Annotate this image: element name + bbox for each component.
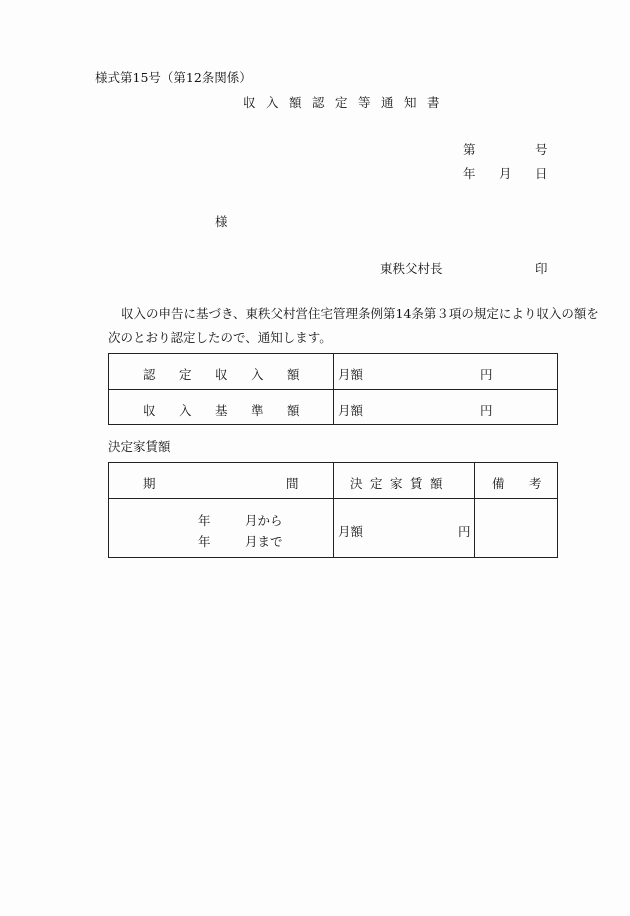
period-header-end: 間 [286,476,299,491]
date-year: 年 [463,166,476,181]
remarks-cell [475,499,558,558]
income-label-cell [109,354,334,390]
table-header-row [109,463,558,499]
income-label-char: 認 [143,367,156,382]
body-text-line2: 次のとおり認定したので、通知します。 [108,330,332,345]
doc-number-dai: 第 [463,142,476,157]
to-month: 月まで [245,534,283,549]
rent-header [334,463,475,499]
body-text-line1: 収入の申告に基づき、東秩父村営住宅管理条例第14条第３項の規定により収入の額を [121,306,599,321]
table-row [109,354,558,390]
doc-number-go: 号 [535,142,548,157]
rent-table [108,462,558,558]
form-number: 様式第15号（第12条関係） [95,70,252,85]
income-value-cell [334,354,558,390]
monthly-label: 月額 [338,403,364,418]
income-label-char: 額 [287,403,300,418]
period-header-start: 期 [143,476,156,491]
income-label-char: 収 [215,367,228,382]
date-day: 日 [535,166,548,181]
monthly-label: 月額 [338,524,364,539]
yen-unit: 円 [480,367,493,382]
table-row [109,390,558,425]
period-cell [109,499,334,558]
income-label-char: 収 [143,403,156,418]
issuer-seal: 印 [535,261,548,276]
date-month: 月 [499,166,512,181]
rent-value-cell [334,499,475,558]
income-label-char: 定 [179,367,192,382]
income-label-char: 額 [287,367,300,382]
to-year: 年 [198,534,211,549]
issuer-name: 東秩父村長 [380,261,443,276]
remarks-header [475,463,558,499]
income-label-char: 基 [215,403,228,418]
income-table [108,353,558,425]
income-label-cell [109,390,334,425]
remarks-header-start: 備 [492,476,505,491]
table-row [109,499,558,558]
addressee-suffix: 様 [215,214,228,229]
yen-unit: 円 [458,524,471,539]
income-label-char: 入 [251,367,264,382]
rent-heading: 決定家賃額 [108,439,171,454]
from-month: 月から [245,513,283,528]
income-value-cell [334,390,558,425]
from-year: 年 [198,513,211,528]
monthly-label: 月額 [338,367,364,382]
income-label-char: 準 [251,403,264,418]
remarks-header-end: 考 [529,476,542,491]
yen-unit: 円 [480,403,493,418]
period-header [109,463,334,499]
page-title: 収入額認定等通知書 [243,95,451,110]
income-label-char: 入 [179,403,192,418]
rent-header-label: 決定家賃額 [350,476,451,491]
